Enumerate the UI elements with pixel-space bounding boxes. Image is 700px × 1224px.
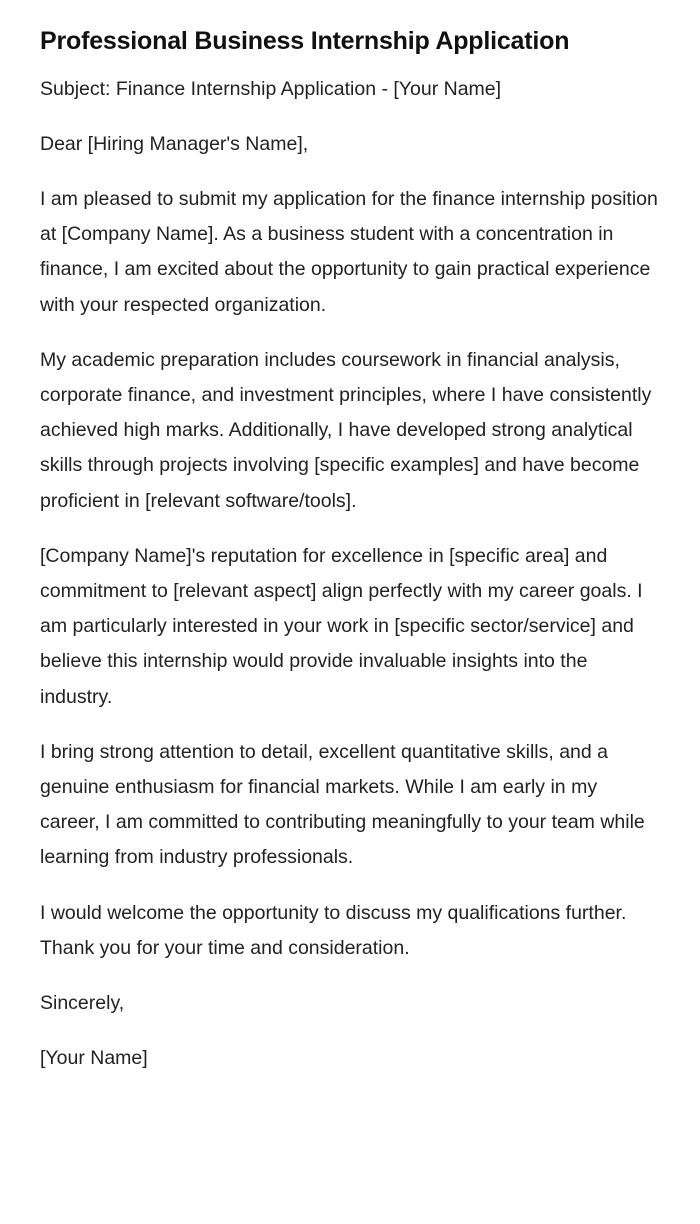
- body-paragraph-5: I would welcome the opportunity to discuss my qualifications further. Thank you for your time and consideration.: [40, 901, 627, 959]
- body-paragraph-1: I am pleased to submit my application for the finance internship position at [Company Name]. As a business student with a concentration in finance, I am excited about the opportunity to gain practical experience with your respected organization.: [40, 188, 658, 316]
- body-paragraph-3: [Company Name]'s reputation for excellence in [specific area] and commitment to [relevant aspect] align perfectly with my career goals. I am particularly interested in your work in [specific sector/service] and believe this internship would provide invaluable insights into the industry.: [40, 544, 643, 708]
- body-paragraph-2: My academic preparation includes coursework in financial analysis, corporate finance, and investment principles, where I have consistently achieved high marks. Additionally, I have developed strong analytical skills through projects involving [specific examples] and have become proficient in [relevant software/tools].: [40, 348, 652, 512]
- closing: Sincerely,: [40, 992, 125, 1015]
- signature: [Your Name]: [40, 1047, 148, 1070]
- subject-line: Subject: Finance Internship Application - [Your Name]: [40, 78, 502, 100]
- document-title: Professional Business Internship Application: [40, 27, 570, 55]
- body-paragraph-4: I bring strong attention to detail, excellent quantitative skills, and a genuine enthusiasm for financial markets. While I am early in my career, I am committed to contributing meaningfully to your team while learning from industry professionals.: [40, 740, 645, 869]
- salutation: Dear [Hiring Manager's Name],: [40, 133, 309, 155]
